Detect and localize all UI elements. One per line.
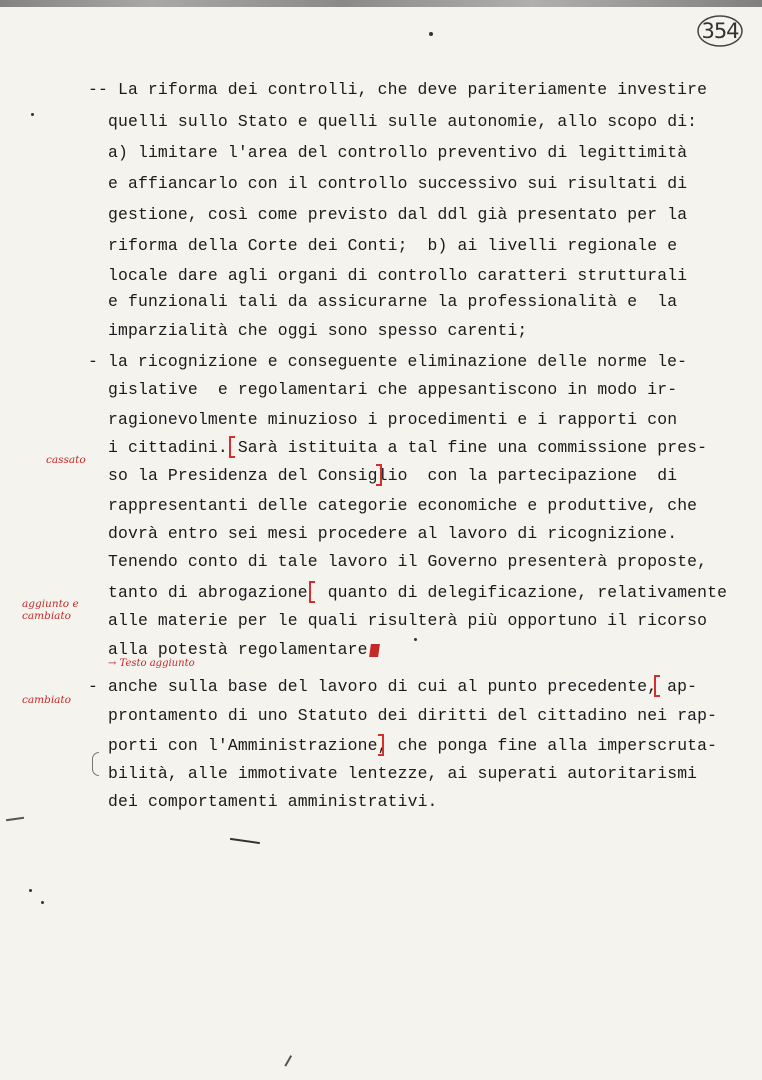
text-line-25: dei comportamenti amministrativi.	[108, 792, 438, 811]
text-line-22: prontamento di uno Statuto dei diritti del cittadino nei rap-	[108, 706, 718, 725]
text-line-7: locale dare agli organi di controllo caratteri strutturali	[108, 266, 688, 285]
text-line-23: porti con l'Amministrazione, che ponga fine alla imperscruta-	[108, 736, 718, 755]
text-line-11: gislative e regolamentari che appesantiscono in modo ir-	[108, 380, 678, 399]
text-line-8: e funzionali tali da assicurarne la professionalità e la	[108, 292, 678, 311]
text-line-3: a) limitare l'area del controllo preventivo di legittimità	[108, 143, 688, 162]
scan-speck	[29, 889, 32, 892]
scan-speck	[31, 113, 34, 116]
red-open-bracket	[654, 675, 660, 697]
red-insertion-mark	[369, 644, 380, 657]
text-line-1: -- La riforma dei controlli, che deve pariteriamente investire	[88, 80, 708, 99]
text-line-2: quelli sullo Stato e quelli sulle autonomie, allo scopo di:	[108, 112, 698, 131]
pencil-bracket-mark	[92, 752, 99, 776]
pencil-stroke	[6, 817, 24, 821]
text-line-19: alle materie per le quali risulterà più opportuno il ricorso	[108, 611, 708, 630]
text-line-12: ragionevolmente minuzioso i procedimenti e i rapporti con	[108, 410, 678, 429]
text-line-13: i cittadini. Sarà istituita a tal fine una commissione pres-	[108, 438, 708, 457]
scan-speck	[414, 638, 417, 641]
text-line-24: bilità, alle immotivate lentezze, ai superati autoritarismi	[108, 764, 698, 783]
page-number-text: 354	[701, 19, 739, 43]
pencil-stroke	[230, 838, 260, 844]
text-line-17: Tenendo conto di tale lavoro il Governo presenterà proposte,	[108, 552, 708, 571]
scan-top-edge	[0, 0, 762, 7]
red-open-bracket	[229, 436, 235, 458]
text-line-15: rappresentanti delle categorie economiche e produttive, che	[108, 496, 698, 515]
scan-speck	[429, 32, 433, 36]
text-line-14: so la Presidenza del Consiglio con la partecipazione di	[108, 466, 678, 485]
margin-note-cassato: cassato	[46, 454, 86, 466]
text-line-4: e affiancarlo con il controllo successivo sui risultati di	[108, 174, 688, 193]
red-close-bracket	[376, 464, 382, 486]
text-line-9: imparzialità che oggi sono spesso carenti;	[108, 321, 528, 340]
text-line-18: tanto di abrogazione quanto di delegificazione, relativamente	[108, 583, 728, 602]
scan-speck	[41, 901, 44, 904]
text-line-5: gestione, così come previsto dal ddl già presentato per la	[108, 205, 688, 224]
red-open-bracket	[309, 581, 315, 603]
text-line-20: alla potestà regolamentare	[108, 640, 368, 659]
text-line-21: - anche sulla base del lavoro di cui al punto precedente, ap-	[88, 677, 698, 696]
text-line-16: dovrà entro sei mesi procedere al lavoro di ricognizione.	[108, 524, 678, 543]
text-line-6: riforma della Corte dei Conti; b) ai livelli regionale e	[108, 236, 678, 255]
text-line-10: - la ricognizione e conseguente eliminazione delle norme le-	[88, 352, 688, 371]
margin-note-cambiato: cambiato	[22, 694, 71, 706]
page-number	[696, 14, 744, 48]
margin-note-aggiunto-cambiato: aggiunto e cambiato	[22, 598, 79, 622]
red-close-bracket	[378, 734, 384, 756]
margin-note-testo-aggiunto: → Testo aggiunto	[108, 658, 195, 669]
pencil-stroke	[284, 1055, 291, 1066]
